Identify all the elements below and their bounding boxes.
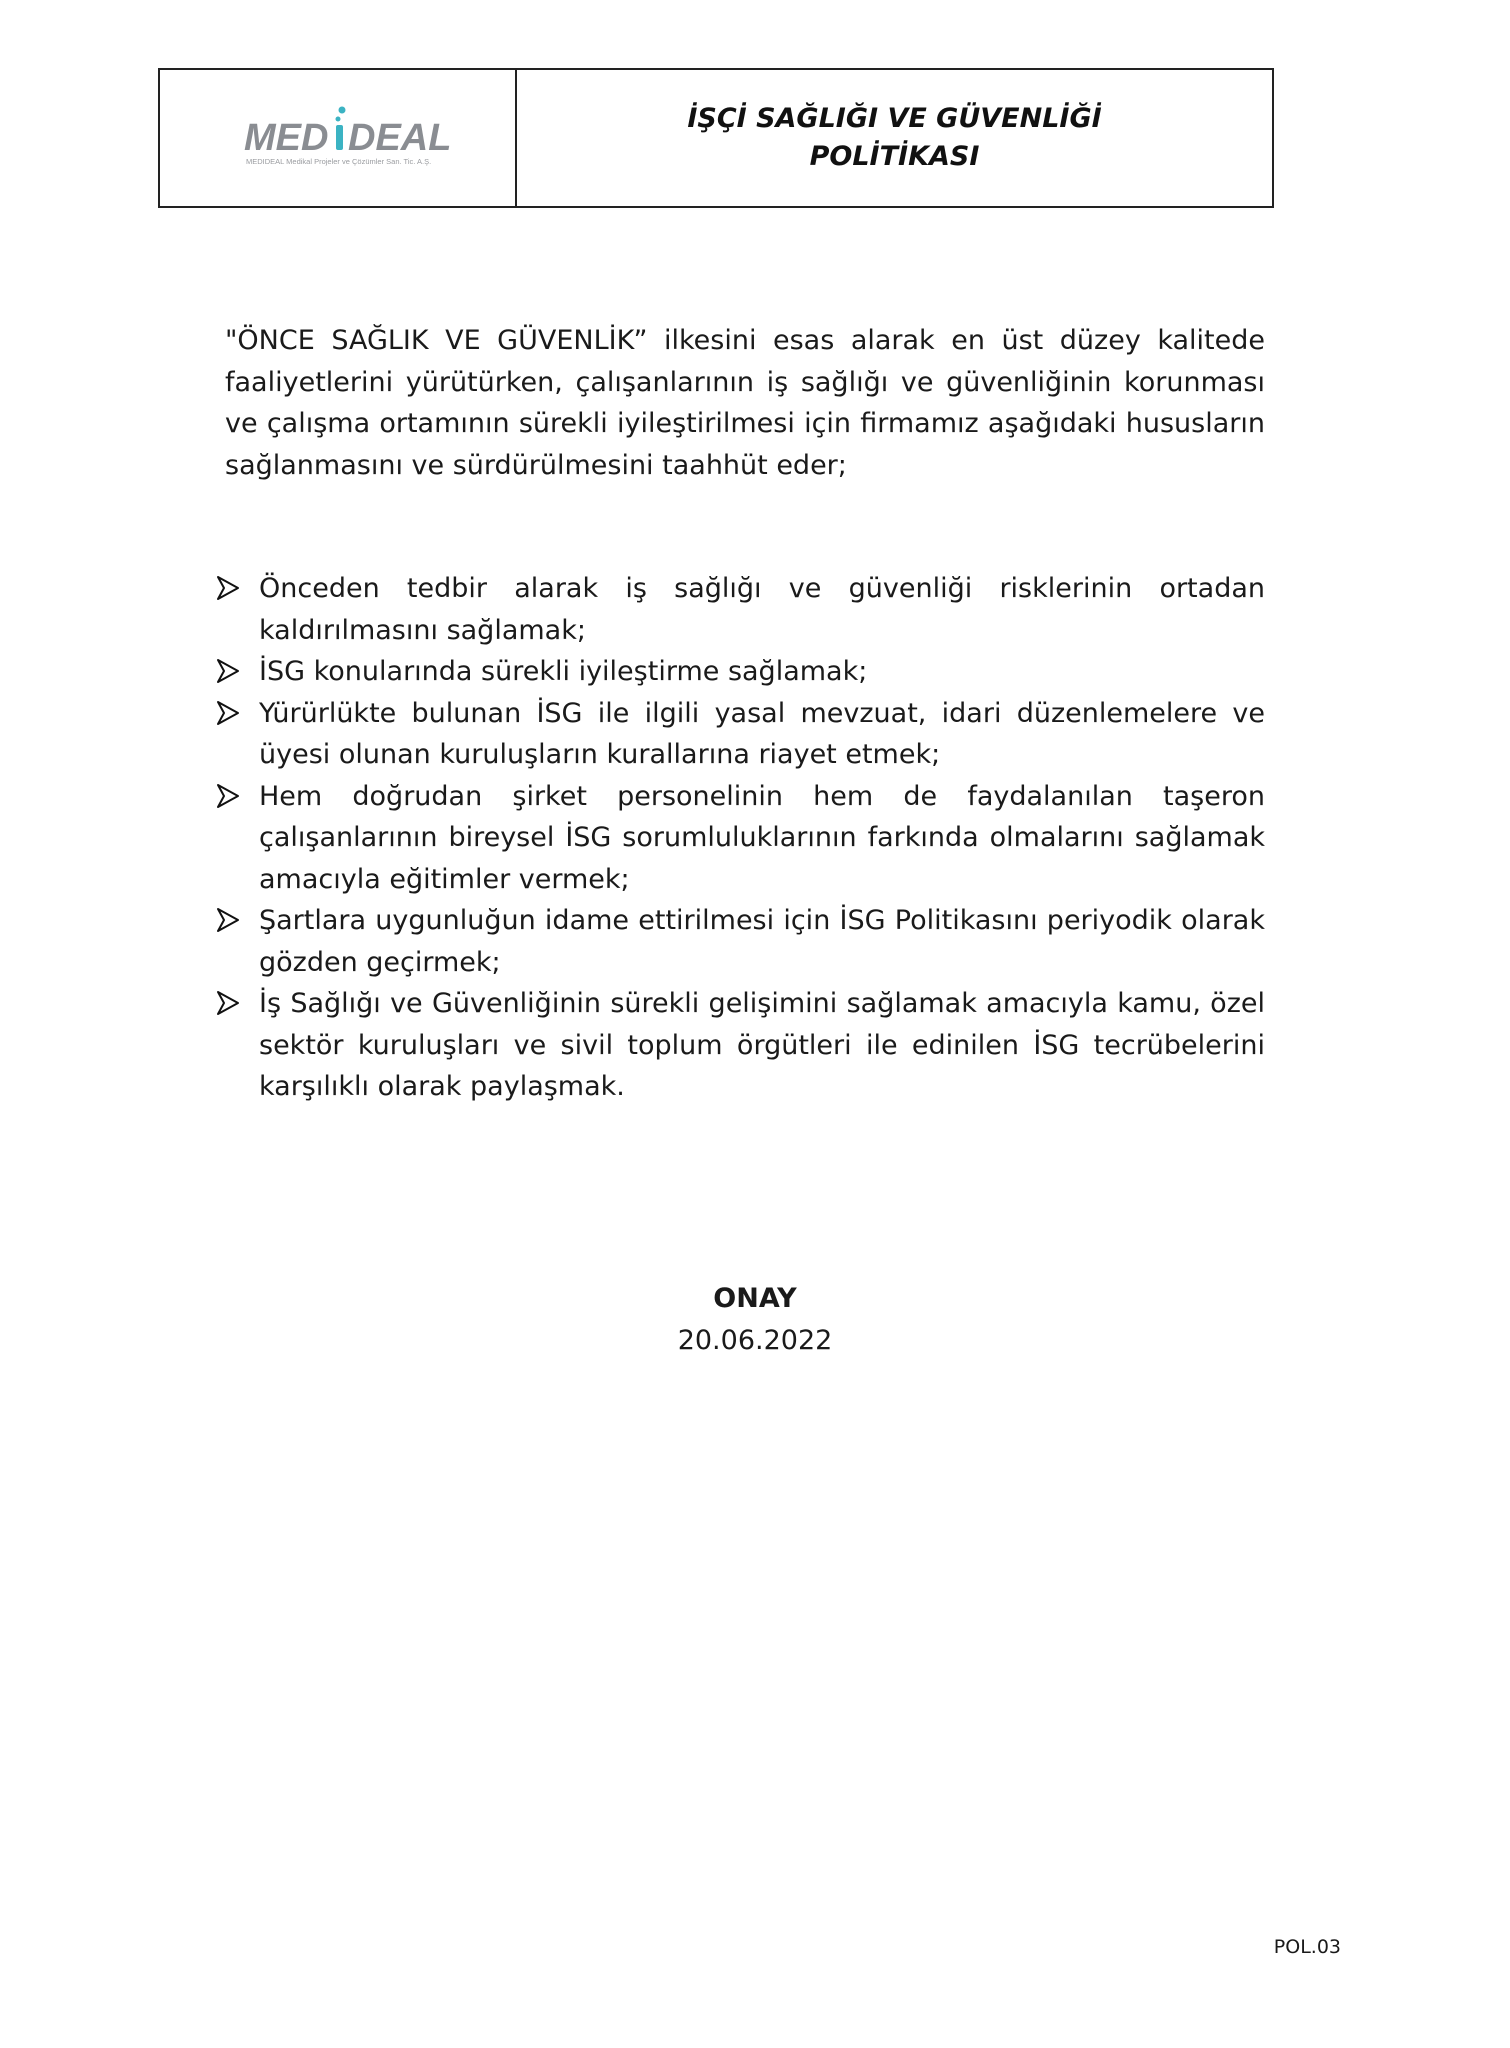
commitment-list: [215, 568, 1265, 1108]
commitment-text: Yürürlükte bulunan İSG ile ilgili yasal mevzuat, idari düzenlemelere ve üyesi olunan kuruluşların kurallarına riayet etmek;: [259, 697, 1265, 770]
arrow-bullet-icon: [215, 783, 241, 809]
company-logo: [238, 98, 451, 178]
logo-tagline: MEDIDEAL Medikal Projeler ve Çözümler San. Tic. A.Ş.: [245, 157, 431, 166]
commitment-text: Hem doğrudan şirket personelinin hem de faydalanılan taşeron çalışanlarının bireysel İSG sorumluluklarının farkında olmalarını sağlamak amacıyla eğitimler vermek;: [259, 780, 1265, 895]
approval-title: ONAY: [713, 1283, 797, 1314]
title-cell: [517, 70, 1272, 206]
approval-block: [0, 1278, 1510, 1362]
commitment-item: [215, 568, 1265, 651]
commitment-item: [215, 983, 1265, 1108]
arrow-bullet-icon: [215, 658, 241, 684]
commitment-text: İş Sağlığı ve Güvenliğinin sürekli gelişimini sağlamak amacıyla kamu, özel sektör kuruluşları ve sivil toplum örgütleri ile edinilen İSG tecrübelerini karşılıklı olarak paylaşmak.: [259, 988, 1265, 1102]
commitment-text: İSG konularında sürekli iyileştirme sağlamak;: [259, 656, 868, 687]
header-table: [158, 68, 1274, 208]
logo-cell: [160, 70, 517, 206]
logo-text-deal: DEAL: [347, 117, 451, 159]
commitment-item: [215, 693, 1265, 776]
document-title-line-1: İŞÇİ SAĞLIĞI VE GÜVENLİĞİ: [687, 103, 1102, 134]
arrow-bullet-icon: [215, 575, 241, 601]
commitment-item: [215, 651, 1265, 693]
commitment-item: [215, 776, 1265, 901]
commitment-text: Şartlara uygunluğun idame ettirilmesi için İSG Politikasını periyodik olarak gözden geçirmek;: [259, 905, 1265, 978]
document-code: POL.03: [1273, 1936, 1341, 1958]
intro-paragraph: "ÖNCE SAĞLIK VE GÜVENLİK” ilkesini esas alarak en üst düzey kalitede faaliyetlerini yürütürken, çalışanlarının iş sağlığı ve güvenliğinin korunması ve çalışma ortamının sürekli iyileştirilmesi için firmamız aşağıdaki hususların sağlanmasını ve sürdürülmesini taahhüt eder;: [225, 325, 1265, 481]
document-title-line-2: POLİTİKASI: [809, 141, 980, 172]
commitment-item: [215, 900, 1265, 983]
arrow-bullet-icon: [215, 990, 241, 1016]
commitment-text: Önceden tedbir alarak iş sağlığı ve güvenliği risklerinin ortadan kaldırılmasını sağlamak;: [259, 573, 1265, 646]
arrow-bullet-icon: [215, 700, 241, 726]
arrow-bullet-icon: [215, 907, 241, 933]
approval-date: 20.06.2022: [677, 1325, 833, 1356]
logo-text-med: MED: [243, 117, 328, 159]
